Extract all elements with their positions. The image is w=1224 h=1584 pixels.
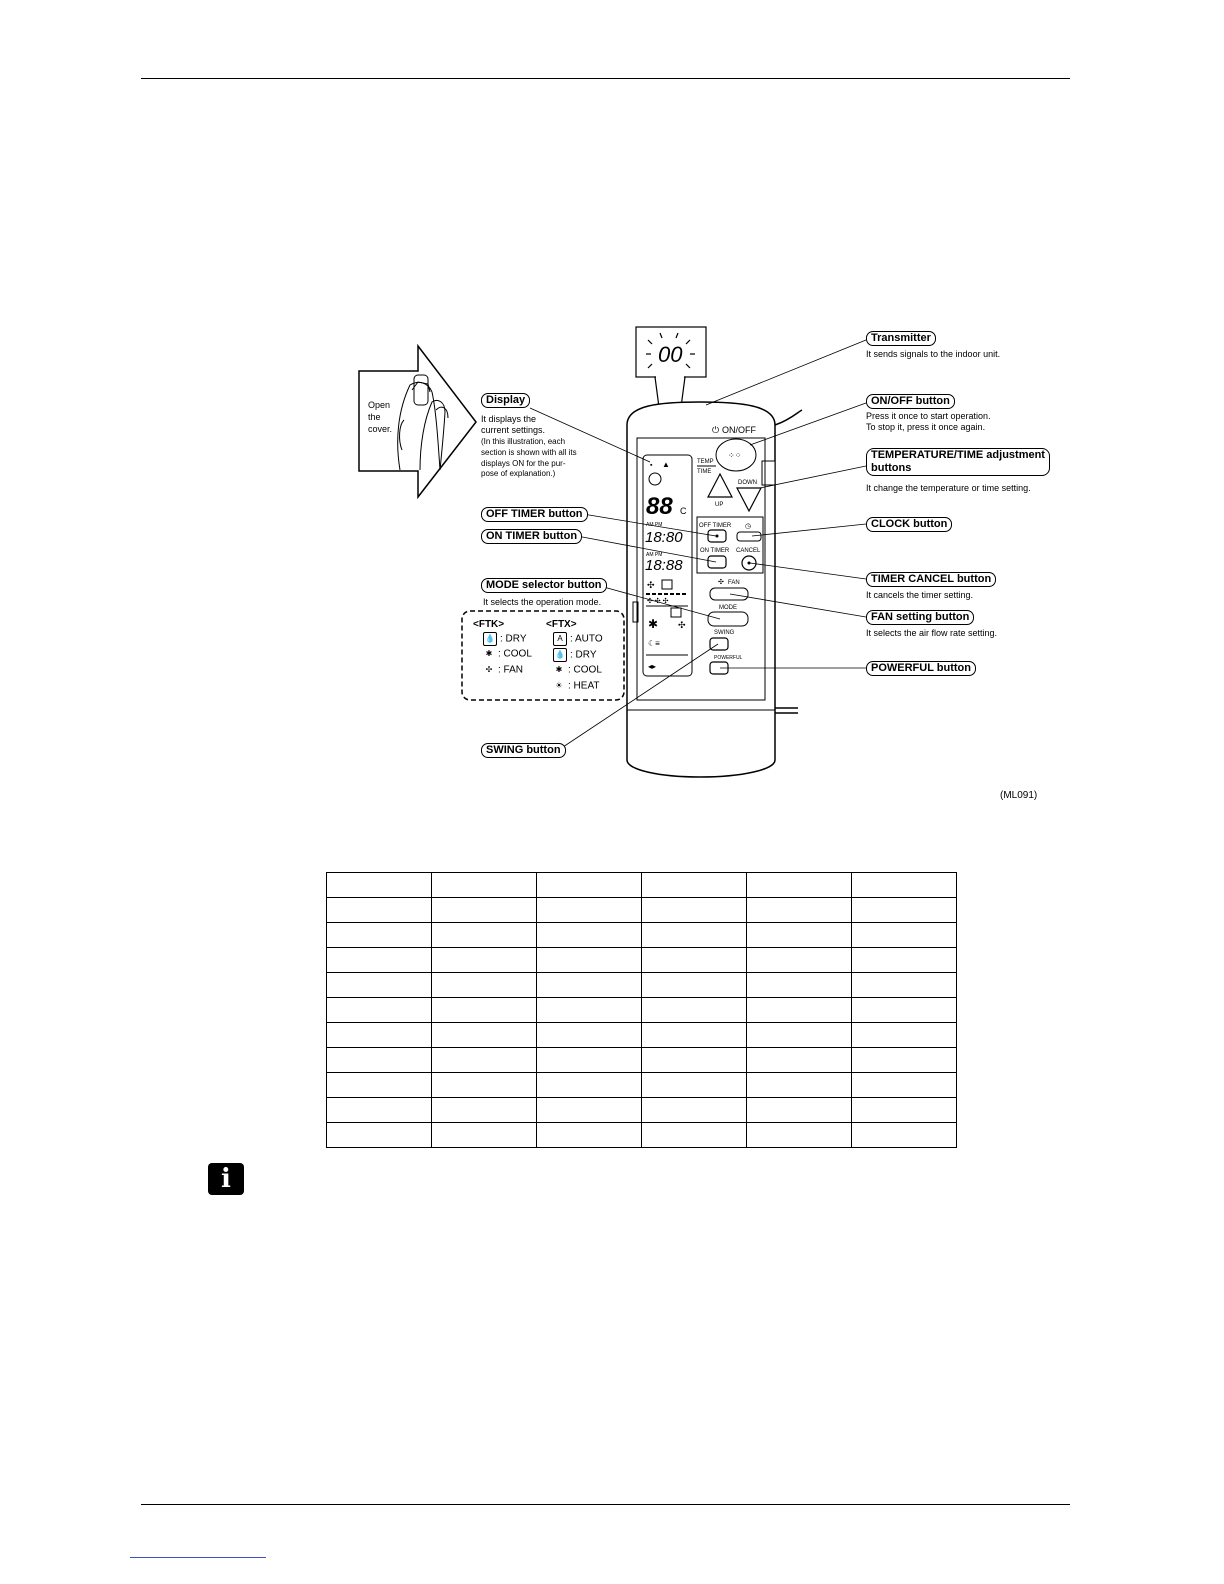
snowflake-icon: ✱: [485, 649, 493, 658]
table-cell: [747, 923, 852, 948]
table-cell: [642, 923, 747, 948]
table-cell: [852, 948, 957, 973]
table-cell: [642, 948, 747, 973]
table-cell: [327, 873, 432, 898]
table-cell: [432, 998, 537, 1023]
table-cell: [852, 873, 957, 898]
remote-mode-text: MODE: [719, 605, 737, 611]
svg-text:✣: ✣: [647, 580, 655, 590]
svg-text:✱: ✱: [648, 617, 659, 631]
table-cell: [852, 1073, 957, 1098]
display-desc-5: displays ON for the pur-: [481, 459, 566, 468]
table-cell: [747, 1073, 852, 1098]
ftx-heat-text: : HEAT: [568, 680, 600, 692]
table-cell: [327, 998, 432, 1023]
remote-fan-text: FAN: [728, 580, 740, 586]
table-row: [327, 973, 957, 998]
table-cell: [642, 873, 747, 898]
table-cell: [852, 1123, 957, 1148]
timer-cancel-desc: It cancels the timer setting.: [866, 590, 974, 600]
remote-clock-button: [737, 532, 761, 541]
table-cell: [642, 1048, 747, 1073]
clock-label: CLOCK button: [866, 517, 952, 532]
open-cover-text: [368, 400, 390, 410]
drop-icon: 💧: [483, 632, 497, 646]
open-cover-line3: cover.: [368, 424, 393, 434]
svg-text:AM PM: AM PM: [646, 522, 663, 528]
footer-rule: [141, 1504, 1070, 1505]
transmitter-label: Transmitter: [866, 331, 936, 346]
table-cell: [537, 1123, 642, 1148]
figure-code: (ML091): [1000, 790, 1038, 801]
ftx-cool: [553, 664, 602, 676]
off-timer-label: OFF TIMER button: [481, 507, 588, 522]
table-cell: [852, 1048, 957, 1073]
remote-up-text: UP: [715, 502, 724, 508]
lcd-time1: 18:80: [645, 529, 683, 546]
remote-time-text: TIME: [697, 469, 712, 475]
table-cell: [537, 1048, 642, 1073]
info-icon: i: [208, 1163, 244, 1195]
temp-time-label-line2: buttons: [871, 462, 912, 474]
swing-label: SWING button: [481, 743, 566, 758]
ftk-fan-text: : FAN: [498, 664, 524, 676]
remote-ontimer-text: ON TIMER: [700, 548, 730, 554]
table-cell: [537, 873, 642, 898]
table-cell: [747, 898, 852, 923]
remote-swing-text: SWING: [714, 630, 735, 636]
table-cell: [747, 1123, 852, 1148]
table-cell: [852, 923, 957, 948]
auto-icon: A: [553, 632, 567, 646]
ftx-heat: [553, 680, 599, 692]
table-cell: [432, 923, 537, 948]
display-desc-1: It displays the: [481, 414, 537, 424]
table-cell: [747, 873, 852, 898]
ftx-cool-text: : COOL: [568, 664, 602, 676]
table-cell: [327, 1048, 432, 1073]
table-cell: [747, 948, 852, 973]
open-cover-line1: Open: [368, 400, 391, 410]
table-cell: [327, 923, 432, 948]
table-cell: [327, 1073, 432, 1098]
onoff-desc-2: To stop it, press it once again.: [866, 422, 986, 432]
table-cell: [537, 923, 642, 948]
ftk-dry: [483, 632, 527, 646]
remote-ontimer-button: [708, 556, 726, 568]
table-row: [327, 1073, 957, 1098]
table-row: [327, 1123, 957, 1148]
svg-text:⁘⁘: ⁘⁘: [728, 451, 742, 460]
svg-text:☾≡: ☾≡: [648, 639, 660, 648]
remote-powerful-text: POWERFUL: [714, 655, 743, 661]
ftx-auto-text: : AUTO: [570, 633, 603, 645]
display-desc-2: current settings.: [481, 425, 546, 435]
table-cell: [642, 1023, 747, 1048]
table-row: [327, 873, 957, 898]
powerful-label: POWERFUL button: [866, 661, 976, 676]
ftx-title: <FTX>: [546, 619, 577, 630]
table-cell: [432, 1048, 537, 1073]
sun-icon: ☀: [555, 681, 563, 690]
snowflake-icon: ✱: [555, 665, 563, 674]
table-cell: [852, 898, 957, 923]
timer-cancel-label: TIMER CANCEL button: [866, 572, 996, 587]
drop-icon: 💧: [553, 648, 567, 662]
temp-time-desc: It change the temperature or time setting.: [866, 483, 1031, 493]
ftk-cool-text: : COOL: [498, 648, 532, 660]
remote-fan-button: [710, 588, 748, 600]
display-desc-3: (In this illustration, each: [481, 437, 566, 446]
table-cell: [432, 1098, 537, 1123]
remote-offtimer-text: OFF TIMER: [699, 523, 732, 529]
table-cell: [852, 1023, 957, 1048]
svg-text:✣: ✣: [718, 579, 724, 586]
table-cell: [432, 1123, 537, 1148]
onoff-desc-1: Press it once to start operation.: [866, 411, 991, 421]
remote-temp-text: TEMP: [697, 459, 714, 465]
empty-table: [326, 872, 957, 1148]
table-cell: [747, 1023, 852, 1048]
table-cell: [327, 973, 432, 998]
transmitter-desc: It sends signals to the indoor unit.: [866, 349, 1001, 359]
footer-link-underline[interactable]: [130, 1557, 266, 1558]
ftx-dry-text: : DRY: [570, 649, 597, 661]
table-cell: [747, 998, 852, 1023]
table-cell: [432, 948, 537, 973]
ftk-title: <FTK>: [473, 619, 505, 630]
table-cell: [642, 1098, 747, 1123]
table-row: [327, 1023, 957, 1048]
table-cell: [327, 1123, 432, 1148]
lcd-celsius: C: [680, 506, 687, 516]
table-row: [327, 1098, 957, 1123]
table-cell: [432, 898, 537, 923]
lcd-popup-digits: 00: [658, 342, 683, 367]
table-cell: [537, 998, 642, 1023]
table-cell: [537, 973, 642, 998]
table-cell: [852, 998, 957, 1023]
table-cell: [642, 998, 747, 1023]
svg-text:◷: ◷: [745, 523, 752, 530]
fan-setting-label: FAN setting button: [866, 610, 974, 625]
svg-text:⏻: ⏻: [712, 425, 720, 435]
table-cell: [642, 898, 747, 923]
display-desc-4: section is shown with all its: [481, 448, 577, 457]
table-cell: [327, 1023, 432, 1048]
table-cell: [747, 973, 852, 998]
table-cell: [327, 898, 432, 923]
table-cell: [432, 1073, 537, 1098]
remote-onoff-text: ON/OFF: [722, 425, 756, 435]
mode-selector-label: MODE selector button: [481, 578, 607, 593]
fan-setting-desc: It selects the air flow rate setting.: [866, 628, 998, 638]
table-cell: [642, 973, 747, 998]
remote-mode-button: [708, 612, 748, 626]
lcd-time2: 18:88: [645, 557, 683, 574]
table-cell: [642, 1123, 747, 1148]
fan-icon: ✣: [485, 665, 493, 674]
table-cell: [852, 1098, 957, 1123]
table-cell: [537, 1098, 642, 1123]
svg-text:▪: ▪: [650, 462, 653, 469]
svg-text:✣: ✣: [678, 620, 686, 630]
temp-time-label-line1: TEMPERATURE/TIME adjustment: [871, 449, 1045, 461]
lcd-temp: 88: [646, 493, 673, 520]
temp-time-label: [866, 448, 1050, 476]
table-row: [327, 898, 957, 923]
table-cell: [852, 973, 957, 998]
table-cell: [327, 948, 432, 973]
svg-text:◂▸: ◂▸: [648, 662, 657, 671]
table-cell: [537, 1023, 642, 1048]
table-row: [327, 948, 957, 973]
ftk-dry-text: : DRY: [500, 633, 527, 645]
remote-swing-button: [710, 638, 728, 650]
table-cell: [432, 973, 537, 998]
table-row: [327, 1048, 957, 1073]
table-cell: [537, 1073, 642, 1098]
table-cell: [747, 1048, 852, 1073]
ftk-fan: [483, 664, 523, 676]
table-cell: [327, 1098, 432, 1123]
mode-selector-desc: It selects the operation mode.: [483, 597, 602, 607]
remote-cancel-text: CANCEL: [736, 548, 761, 554]
table-cell: [432, 1023, 537, 1048]
svg-text:AM PM: AM PM: [646, 552, 663, 558]
open-cover-line2: the: [368, 412, 381, 422]
on-timer-label: ON TIMER button: [481, 529, 582, 544]
table-row: [327, 998, 957, 1023]
display-label: Display: [481, 393, 530, 408]
table-cell: [537, 898, 642, 923]
table-cell: [432, 873, 537, 898]
ftx-auto: [553, 632, 603, 646]
svg-text:✣ ✣ ✣: ✣ ✣ ✣: [647, 598, 669, 605]
table-cell: [642, 1073, 747, 1098]
table-cell: [747, 1098, 852, 1123]
table-row: [327, 923, 957, 948]
ftk-cool: [483, 648, 532, 660]
ftx-dry: [553, 648, 597, 662]
table-cell: [537, 948, 642, 973]
display-desc-6: pose of explanation.): [481, 469, 556, 478]
onoff-label: ON/OFF button: [866, 394, 955, 409]
remote-down-text: DOWN: [738, 480, 757, 486]
svg-text:▲: ▲: [662, 460, 670, 469]
